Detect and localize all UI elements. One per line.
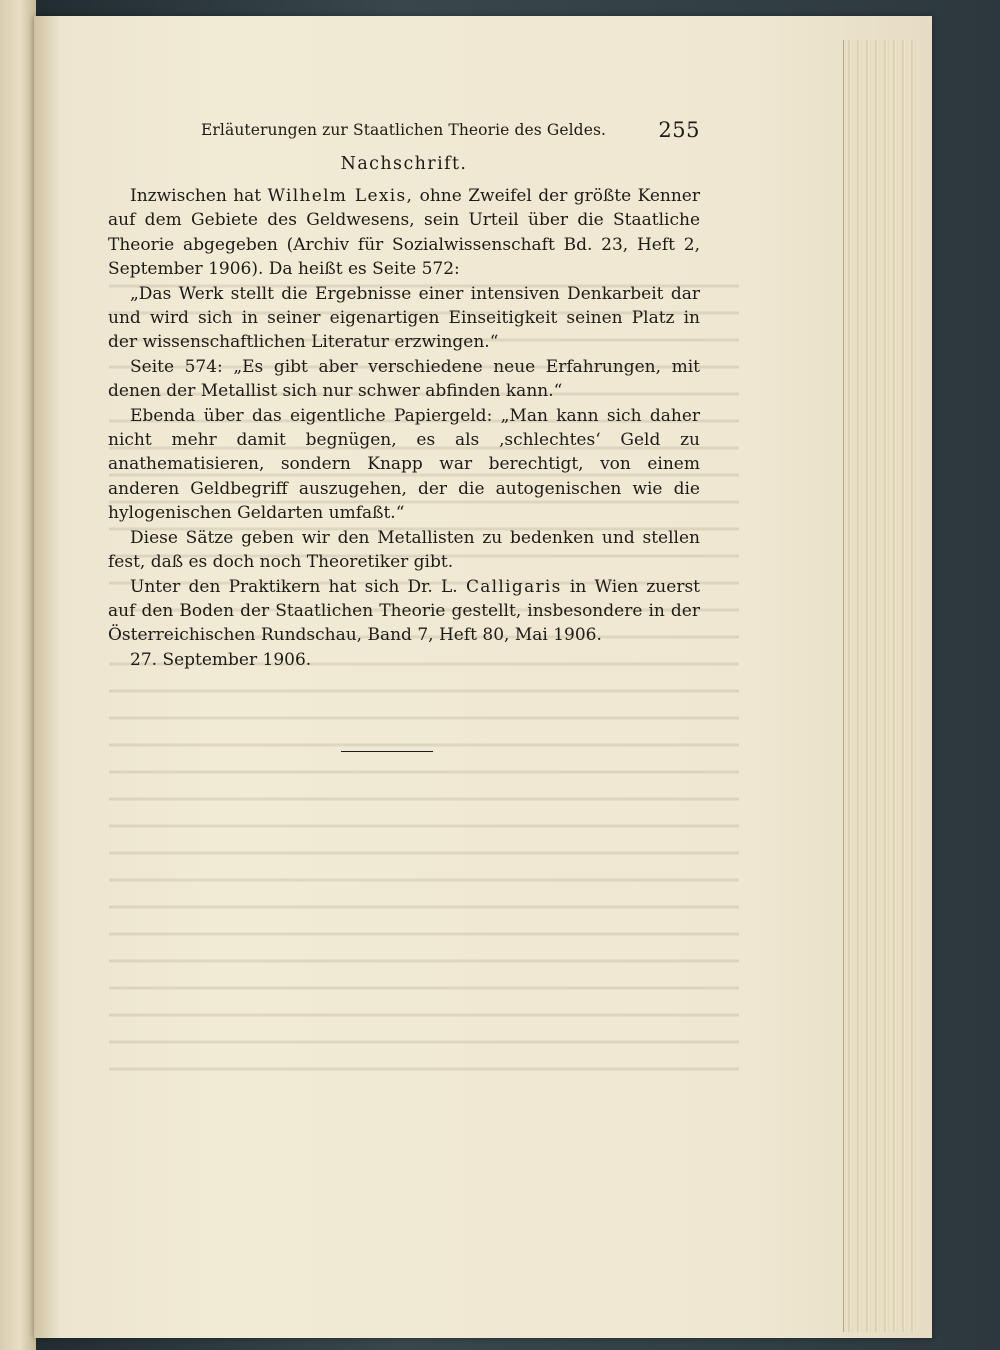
- paragraph-calligaris: [108, 575, 700, 648]
- page-block-edges: [843, 40, 919, 1332]
- page-number: 255: [658, 118, 700, 142]
- person-name-calligaris: Calligaris: [465, 576, 562, 597]
- running-head: [108, 118, 700, 158]
- section-heading: Nachschrift.: [340, 154, 468, 174]
- person-name-lexis: Wilhelm Lexis,: [267, 186, 414, 206]
- left-page-edge: [0, 0, 36, 1350]
- quote-paragraph: „Das Werk stellt die Ergebnisse einer intensiven Denkarbeit dar und wird sich in seiner eigenartigen Einseitigkeit seinen Platz in der wissenschaftlichen Literatur erzwingen.“: [108, 283, 700, 353]
- end-rule: [341, 751, 433, 752]
- quote-paragraph: Ebenda über das eigentliche Papiergeld: „Man kann sich daher nicht mehr damit begnügen, es als ‚schlechtes‘ Geld zu anathematisieren, sondern Knapp war berechtigt, von einem anderen Geldbegriff auszugehen, der die autogenischen wie die hylogenischen Geldarten umfaßt.“: [108, 405, 700, 524]
- paragraph: Diese Sätze geben wir den Metallisten zu bedenken und stellen fest, daß es doch noch Theoretiker gibt.: [108, 527, 700, 573]
- quote-paragraph: Seite 574: „Es gibt aber verschiedene neue Erfahrungen, mit denen der Metallist sich nur schwer abfinden kann.“: [108, 356, 700, 402]
- running-title: Erläuterungen zur Staatlichen Theorie des Geldes.: [201, 121, 607, 139]
- text-run: in Wien zuerst auf den Boden der Staatlichen Theorie gestellt, insbesondere in der Österreichischen Rundschau, Band 7, Heft 80, Mai 1906.: [108, 576, 701, 646]
- paragraph-lexis: [108, 184, 700, 282]
- text-block: [108, 118, 700, 672]
- text-run: Inzwischen hat: [130, 186, 262, 206]
- date-line: 27. September 1906.: [130, 649, 312, 670]
- text-run: Unter den Praktikern hat sich Dr. L.: [130, 576, 458, 597]
- text-run: ohne Zweifel der größte Kenner auf dem Gebiete des Geldwesens, sein Urteil über die Staatliche Theorie abgegeben (Archiv für Sozialwissenschaft Bd. 23, Heft 2, September 1906). Da heißt es Seite 572:: [108, 186, 700, 280]
